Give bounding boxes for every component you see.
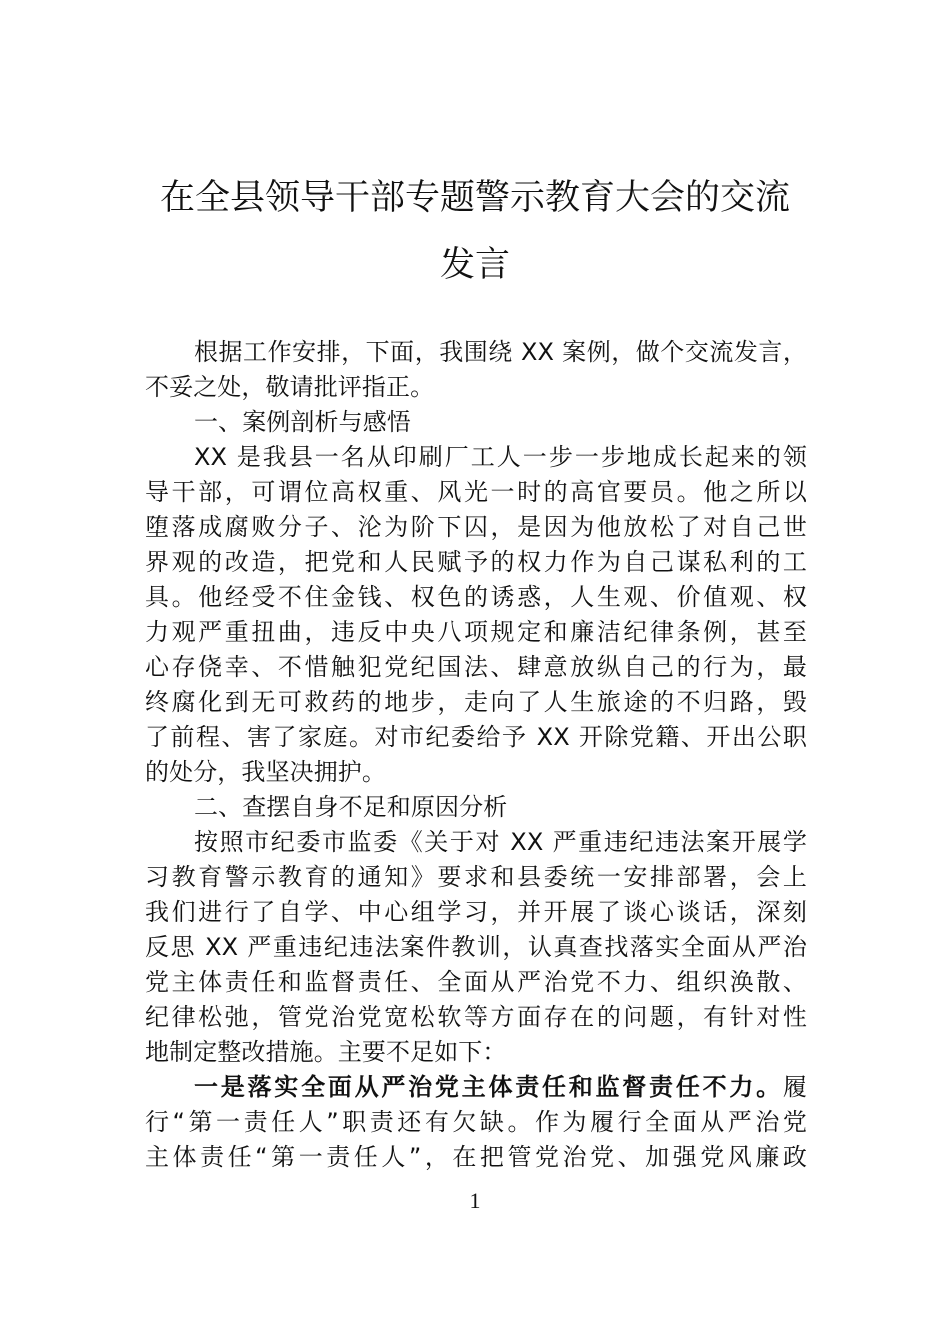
paragraph-line: 主体责任“第一责任人”，在把管党治党、加强党风廉政 [145, 1143, 807, 1171]
paragraph-line: 党主体责任和监督责任、全面从严治党不力、组织涣散、 [145, 968, 807, 996]
paragraph-line: 心存侥幸、不惜触犯党纪国法、肆意放纵自己的行为，最 [145, 653, 807, 681]
paragraph-line: 力观严重扭曲，违反中央八项规定和廉洁纪律条例，甚至 [145, 618, 807, 646]
paragraph-line: 行“第一责任人”职责还有欠缺。作为履行全面从严治党 [145, 1108, 807, 1136]
paragraph-line: 反思 XX 严重违纪违法案件教训，认真查找落实全面从严治 [145, 933, 807, 961]
paragraph-line: 不妥之处，敬请批评指正。 [145, 373, 435, 401]
section-heading-1: 一、案例剖析与感悟 [194, 408, 411, 436]
paragraph-line: 导干部，可谓位高权重、风光一时的高官要员。他之所以 [145, 478, 807, 506]
paragraph-line: 界观的改造，把党和人民赋予的权力作为自己谋私利的工 [145, 548, 807, 576]
document-title-line-1: 在全县领导干部专题警示教育大会的交流 [159, 178, 790, 218]
paragraph-line: 按照市纪委市监委《关于对 XX 严重违纪违法案开展学 [194, 828, 807, 856]
paragraph-line: 根据工作安排，下面，我围绕 XX 案例，做个交流发言， [194, 338, 807, 366]
paragraph-line: 堕落成腐败分子、沦为阶下囚，是因为他放松了对自己世 [145, 513, 807, 541]
bold-tail-text: 履 [782, 1073, 807, 1101]
bold-lead-text: 一是落实全面从严治党主体责任和监督责任不力。 [194, 1073, 783, 1101]
paragraph-line: 终腐化到无可救药的地步，走向了人生旅途的不归路，毁 [145, 688, 807, 716]
paragraph-line: 了前程、害了家庭。对市纪委给予 XX 开除党籍、开出公职 [145, 723, 807, 751]
paragraph-line: 具。他经受不住金钱、权色的诱惑，人生观、价值观、权 [145, 583, 807, 611]
paragraph-line: 我们进行了自学、中心组学习，并开展了谈心谈话，深刻 [145, 898, 807, 926]
page-number: 1 [469, 1188, 481, 1213]
paragraph-line: 的处分，我坚决拥护。 [145, 758, 386, 786]
paragraph-line: 地制定整改措施。主要不足如下： [145, 1038, 507, 1066]
section-heading-2: 二、查摆自身不足和原因分析 [194, 793, 508, 821]
paragraph-line-bold-lead [145, 1070, 807, 1105]
document-title-line-2: 发言 [439, 245, 510, 285]
paragraph-line: XX 是我县一名从印刷厂工人一步一步地成长起来的领 [194, 443, 807, 471]
paragraph-line: 习教育警示教育的通知》要求和县委统一安排部署，会上 [145, 863, 807, 891]
paragraph-line: 纪律松弛，管党治党宽松软等方面存在的问题，有针对性 [145, 1003, 807, 1031]
